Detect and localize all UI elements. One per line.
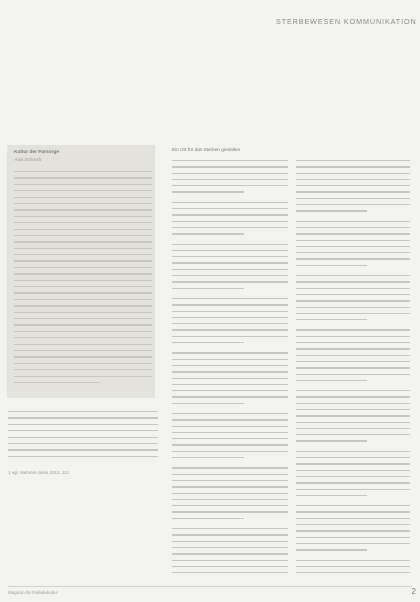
box-title: Kultur der Fürsorge	[14, 150, 60, 155]
text-line	[14, 216, 152, 217]
text-line	[8, 424, 158, 425]
footer-rule	[8, 586, 412, 587]
text-line	[296, 204, 410, 205]
text-line	[14, 229, 152, 230]
text-line	[296, 390, 410, 391]
text-line	[172, 160, 288, 161]
text-line	[296, 434, 410, 435]
text-line	[296, 440, 367, 441]
text-line	[172, 457, 244, 458]
text-line	[14, 324, 152, 325]
text-line	[172, 426, 288, 427]
text-line	[14, 254, 152, 255]
text-line	[14, 286, 152, 287]
text-line	[14, 190, 152, 191]
text-line	[14, 260, 152, 261]
text-line	[296, 329, 410, 330]
text-line	[172, 384, 288, 385]
text-line	[14, 184, 152, 185]
column-right-text	[296, 160, 410, 578]
text-line	[8, 456, 158, 457]
text-line	[296, 543, 410, 544]
text-line	[172, 390, 288, 391]
text-line	[296, 227, 410, 228]
text-line	[172, 444, 288, 445]
text-line	[172, 365, 288, 366]
column-left-text	[8, 411, 158, 462]
text-line	[14, 312, 152, 313]
text-line	[296, 482, 410, 483]
text-line	[296, 495, 367, 496]
text-line	[296, 191, 410, 192]
text-line	[14, 267, 152, 268]
text-line	[14, 299, 152, 300]
text-line	[296, 258, 410, 259]
text-line	[296, 403, 410, 404]
text-line	[14, 363, 152, 364]
text-line	[296, 336, 410, 337]
text-line	[296, 179, 410, 180]
text-line	[296, 367, 410, 368]
text-line	[172, 403, 244, 404]
text-line	[172, 221, 288, 222]
text-line	[14, 222, 152, 223]
footer-publication: Magazin für Palliativkultur	[8, 590, 59, 595]
text-line	[172, 560, 288, 561]
text-line	[296, 422, 410, 423]
text-line	[296, 221, 410, 222]
text-line	[172, 262, 288, 263]
text-line	[172, 191, 244, 192]
text-line	[296, 210, 367, 211]
footnote: 1 vgl. Mehrere Seite 2012, 311	[8, 470, 70, 475]
text-line	[14, 273, 152, 274]
text-line	[14, 356, 152, 357]
text-line	[14, 369, 152, 370]
text-line	[296, 470, 410, 471]
text-line	[172, 547, 288, 548]
text-line	[172, 378, 288, 379]
text-line	[172, 298, 288, 299]
text-line	[296, 524, 410, 525]
text-line	[296, 233, 410, 234]
text-line	[172, 572, 288, 573]
page-number: 2	[411, 587, 416, 596]
text-line	[296, 166, 410, 167]
text-line	[296, 476, 410, 477]
text-line	[172, 499, 288, 500]
box-body-text	[14, 171, 152, 392]
text-line	[172, 179, 288, 180]
text-line	[296, 246, 410, 247]
text-line	[14, 203, 152, 204]
text-line	[296, 185, 410, 186]
text-line	[296, 319, 367, 320]
text-line	[296, 463, 410, 464]
text-line	[296, 511, 410, 512]
text-line	[172, 202, 288, 203]
text-line	[296, 198, 410, 199]
text-line	[14, 382, 100, 383]
text-line	[172, 518, 244, 519]
text-line	[296, 374, 410, 375]
column-middle-text	[172, 160, 288, 578]
text-line	[296, 380, 367, 381]
text-line	[172, 396, 288, 397]
text-line	[296, 560, 410, 561]
text-line	[172, 166, 288, 167]
text-line	[8, 437, 158, 438]
text-line	[296, 549, 367, 550]
text-line	[14, 177, 152, 178]
text-line	[8, 443, 158, 444]
text-line	[172, 359, 288, 360]
text-line	[296, 396, 410, 397]
text-line	[172, 541, 288, 542]
text-line	[172, 317, 288, 318]
text-line	[172, 493, 288, 494]
text-line	[172, 413, 288, 414]
text-line	[296, 300, 410, 301]
text-line	[296, 530, 410, 531]
text-line	[8, 449, 158, 450]
text-line	[172, 329, 288, 330]
text-line	[296, 294, 410, 295]
text-line	[172, 342, 244, 343]
text-line	[296, 265, 367, 266]
text-line	[172, 244, 288, 245]
text-line	[172, 419, 288, 420]
text-line	[296, 240, 410, 241]
text-line	[172, 553, 288, 554]
text-line	[172, 438, 288, 439]
text-line	[296, 505, 410, 506]
text-line	[172, 474, 288, 475]
text-line	[14, 280, 152, 281]
text-line	[8, 411, 158, 412]
text-line	[172, 281, 288, 282]
text-line	[296, 457, 410, 458]
text-line	[296, 313, 410, 314]
text-line	[172, 480, 288, 481]
text-line	[172, 275, 288, 276]
text-line	[296, 409, 410, 410]
text-line	[14, 292, 152, 293]
text-line	[172, 566, 288, 567]
text-line	[172, 511, 288, 512]
text-line	[296, 518, 410, 519]
section-header: STERBEWESEN KOMMUNIKATION	[276, 17, 417, 26]
text-line	[172, 486, 288, 487]
box-author: Anja Schmidt	[14, 157, 42, 162]
text-line	[14, 376, 152, 377]
text-line	[296, 537, 410, 538]
text-line	[172, 352, 288, 353]
text-line	[296, 252, 410, 253]
text-line	[172, 288, 244, 289]
text-line	[172, 311, 288, 312]
text-line	[296, 275, 410, 276]
text-line	[172, 451, 288, 452]
text-line	[172, 528, 288, 529]
text-line	[296, 566, 410, 567]
text-line	[14, 197, 152, 198]
text-line	[296, 355, 410, 356]
text-line	[296, 281, 410, 282]
text-line	[296, 451, 410, 452]
column-heading: Ein Ort für das Sterben gestalten	[172, 147, 241, 152]
text-line	[172, 250, 288, 251]
text-line	[172, 214, 288, 215]
text-line	[296, 415, 410, 416]
text-line	[296, 173, 410, 174]
text-line	[172, 227, 288, 228]
text-line	[14, 318, 152, 319]
text-line	[14, 171, 152, 172]
text-line	[296, 361, 410, 362]
text-line	[14, 241, 152, 242]
text-line	[14, 344, 152, 345]
text-line	[14, 305, 152, 306]
text-line	[172, 323, 288, 324]
text-line	[14, 209, 152, 210]
sidebar-box	[7, 145, 155, 398]
text-line	[172, 304, 288, 305]
text-line	[14, 337, 152, 338]
text-line	[14, 350, 152, 351]
text-line	[172, 336, 288, 337]
text-line	[8, 417, 158, 418]
text-line	[296, 489, 410, 490]
text-line	[296, 288, 410, 289]
text-line	[172, 173, 288, 174]
text-line	[296, 572, 410, 573]
text-line	[14, 235, 152, 236]
text-line	[14, 331, 152, 332]
text-line	[172, 432, 288, 433]
text-line	[8, 430, 158, 431]
text-line	[296, 348, 410, 349]
text-line	[172, 467, 288, 468]
text-line	[172, 505, 288, 506]
text-line	[172, 534, 288, 535]
text-line	[296, 342, 410, 343]
text-line	[296, 160, 410, 161]
text-line	[172, 269, 288, 270]
text-line	[296, 428, 410, 429]
text-line	[172, 185, 288, 186]
text-line	[14, 248, 152, 249]
text-line	[296, 307, 410, 308]
text-line	[172, 208, 288, 209]
text-line	[172, 256, 288, 257]
text-line	[172, 233, 244, 234]
text-line	[172, 371, 288, 372]
